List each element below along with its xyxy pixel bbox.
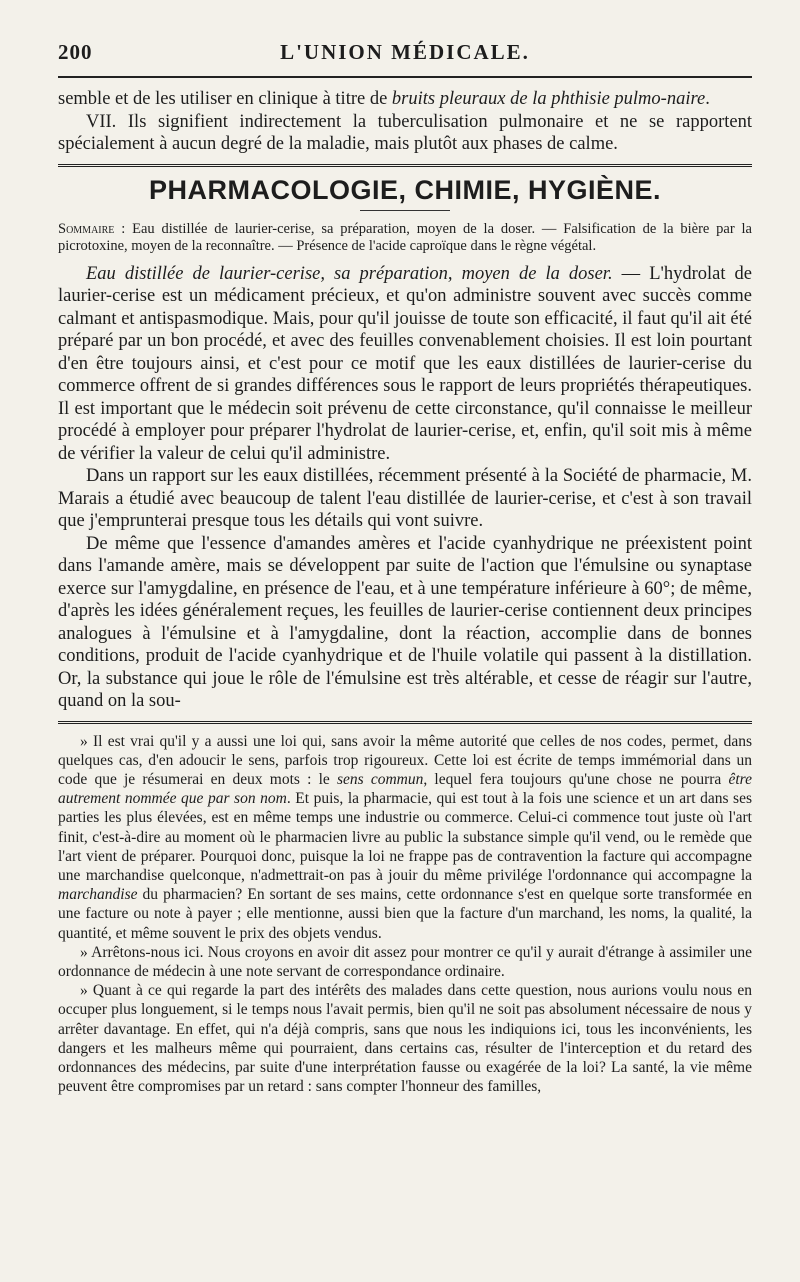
note-text-b: , lequel fera toujours qu'une chose ne pourra (423, 770, 729, 788)
footnote-paragraph-2: » Arrêtons-nous ici. Nous croyons en avoir dit assez pour montrer ce qu'il y aurait d'étrange à assimiler une ordonnance de médecin à une note servant de correspondance ordinaire. (58, 943, 752, 980)
running-header (58, 40, 752, 72)
note-text-a: » Il est vrai qu'il y a aussi une loi qui, sans avoir la même autorité que celles de nos codes, permet, dans quelques cas, d'en adoucir le sens, parfois trop rigoureux. Cette loi est écrite de temps immémorial dans un code que je résumerai en deux mots : le (58, 732, 752, 788)
continuation-italic: bruits pleuraux de la phthisie pulmo-naire (391, 89, 706, 109)
conclusion-vii (58, 111, 752, 156)
footnote-section (58, 732, 752, 1097)
paragraph-2: Dans un rapport sur les eaux distillées, récemment présenté à la Société de pharmacie, M. Marais a étudié avec beaucoup de talent l'eau distillée de laurier-cerise, et c'est à son travail que j'emprunterai presque tous les détails qui vont suivre. (58, 466, 752, 531)
section-title: PHARMACOLOGIE, CHIMIE, HYGIÈNE. (148, 174, 662, 205)
footnote-rule (58, 721, 752, 724)
note-text-c: . Et puis, la pharmacie, qui est tout à la fois une science et un art dans ses parties les plus élevées, est en même temps une industrie ou commerce. Celui-ci commence tout juste où l'art finit, c'est-à-dire au moment où le pharmacien livre au public la substance simple qu'il vend, ou le remède que l'art vient de préparer. Pourquoi donc, puisque la loi ne frappe pas de contravention la facture qui accompagne une marchandise quelconque, n'admettrait-on pas à jouir du même privilége l'ordonnance qui accompagne la (58, 790, 753, 884)
section-rule (58, 164, 752, 167)
top-continuation (58, 88, 752, 156)
continuation-text: semble et de les utiliser en clinique à titre de (58, 89, 392, 109)
title-underline (360, 210, 450, 211)
sommaire (58, 221, 752, 255)
sommaire-label: Sommaire (58, 220, 115, 237)
footnote-paragraph-1 (58, 732, 752, 943)
continuation-end: . (705, 89, 710, 109)
vii-label: VII. (86, 111, 117, 132)
page-number: 200 (58, 40, 93, 64)
journal-title: L'UNION MÉDICALE. (280, 40, 530, 64)
note-italic-1: sens commun (336, 770, 424, 788)
paragraph-1 (58, 263, 752, 466)
vii-text: Ils signifient indirectement la tuberculisation pulmonaire et ne se rapportent spécialement à aucun degré de la maladie, mais plutôt aux phases de calme. (58, 111, 752, 154)
note-italic-2: être autrement nommée que par son nom (58, 770, 752, 808)
sommaire-text: : Eau distillée de laurier-cerise, sa préparation, moyen de la doser. — Falsification de la bière par la picrotoxine, moyen de la reconnaître. — Présence de l'acide caproïque dans le règne végétal. (58, 220, 752, 254)
header-rule (58, 76, 752, 78)
note-italic-3: marchandise (58, 886, 138, 904)
article-body (58, 263, 752, 713)
paragraph-1-text: — L'hydrolat de laurier-cerise est un médicament précieux, et qu'on administre souvent avec succès comme calmant et antispasmodique. Mais, pour qu'il jouisse de toute son efficacité, il faut qu'il ait été préparé par un bon procédé, et avec des feuilles convenablement choisies. Il est loin pourtant d'en être toujours ainsi, et c'est pour ce motif que les eaux distillées de laurier-cerise du commerce offrent de si grandes différences sous le rapport de leurs propriétés thérapeutiques. Il est important que le médecin soit prévenu de cette circonstance, qu'il connaisse le meilleur procédé à employer pour préparer l'hydrolat de laurier-cerise, et, enfin, qu'il soit mis à même de vérifier la valeur de celui qu'il administre. (58, 263, 753, 464)
paragraph-3: De même que l'essence d'amandes amères et l'acide cyanhydrique ne préexistent point dans l'amande amère, mais se développent par suite de l'action que l'émulsine ou synaptase exerce sur l'amygdaline, en présence de l'eau, et à une température inférieure à 60°; de même, d'après les idées généralement reçues, les feuilles de laurier-cerise contiennent deux principes analogues à l'émulsine et à l'amygdaline, dont la réaction, accomplie dans de bonnes conditions, produit de l'acide cyanhydrique et de l'huile volatile qui passent à la distillation. Or, la substance qui joue le rôle de l'émulsine est très altérable, et cesse de réagir sur l'autre, quand on la sou- (58, 533, 752, 711)
note-text-d: du pharmacien? En sortant de ses mains, cette ordonnance s'est en quelque sorte transformée en une facture ou note à payer ; elle mentionne, aussi bien que la facture d'un marchand, les noms, la qualité, la quantité, et même souvent le prix des objets vendus. (58, 886, 752, 942)
footnote-paragraph-3: » Quant à ce qui regarde la part des intérêts des malades dans cette question, nous aurions voulu nous en occuper plus longuement, si le temps nous l'avait permis, bien qu'il ne soit pas absolument nécessaire de nous y arrêter davantage. En effet, qui n'a déjà compris, sans que nous les indiquions ici, tous les inconvénients, les dangers et les malheurs même qui pourraient, dans certains cas, résulter de l'interception et du retard des ordonnances des médecins, par suite d'une interprétation fausse ou exagérée de la loi? La santé, la vie même peuvent être compromises par un retard : sans compter l'honneur des familles, (58, 982, 752, 1096)
continuation-paragraph (58, 88, 752, 111)
article-heading: Eau distillée de laurier-cerise, sa préparation, moyen de la doser. (86, 263, 613, 284)
